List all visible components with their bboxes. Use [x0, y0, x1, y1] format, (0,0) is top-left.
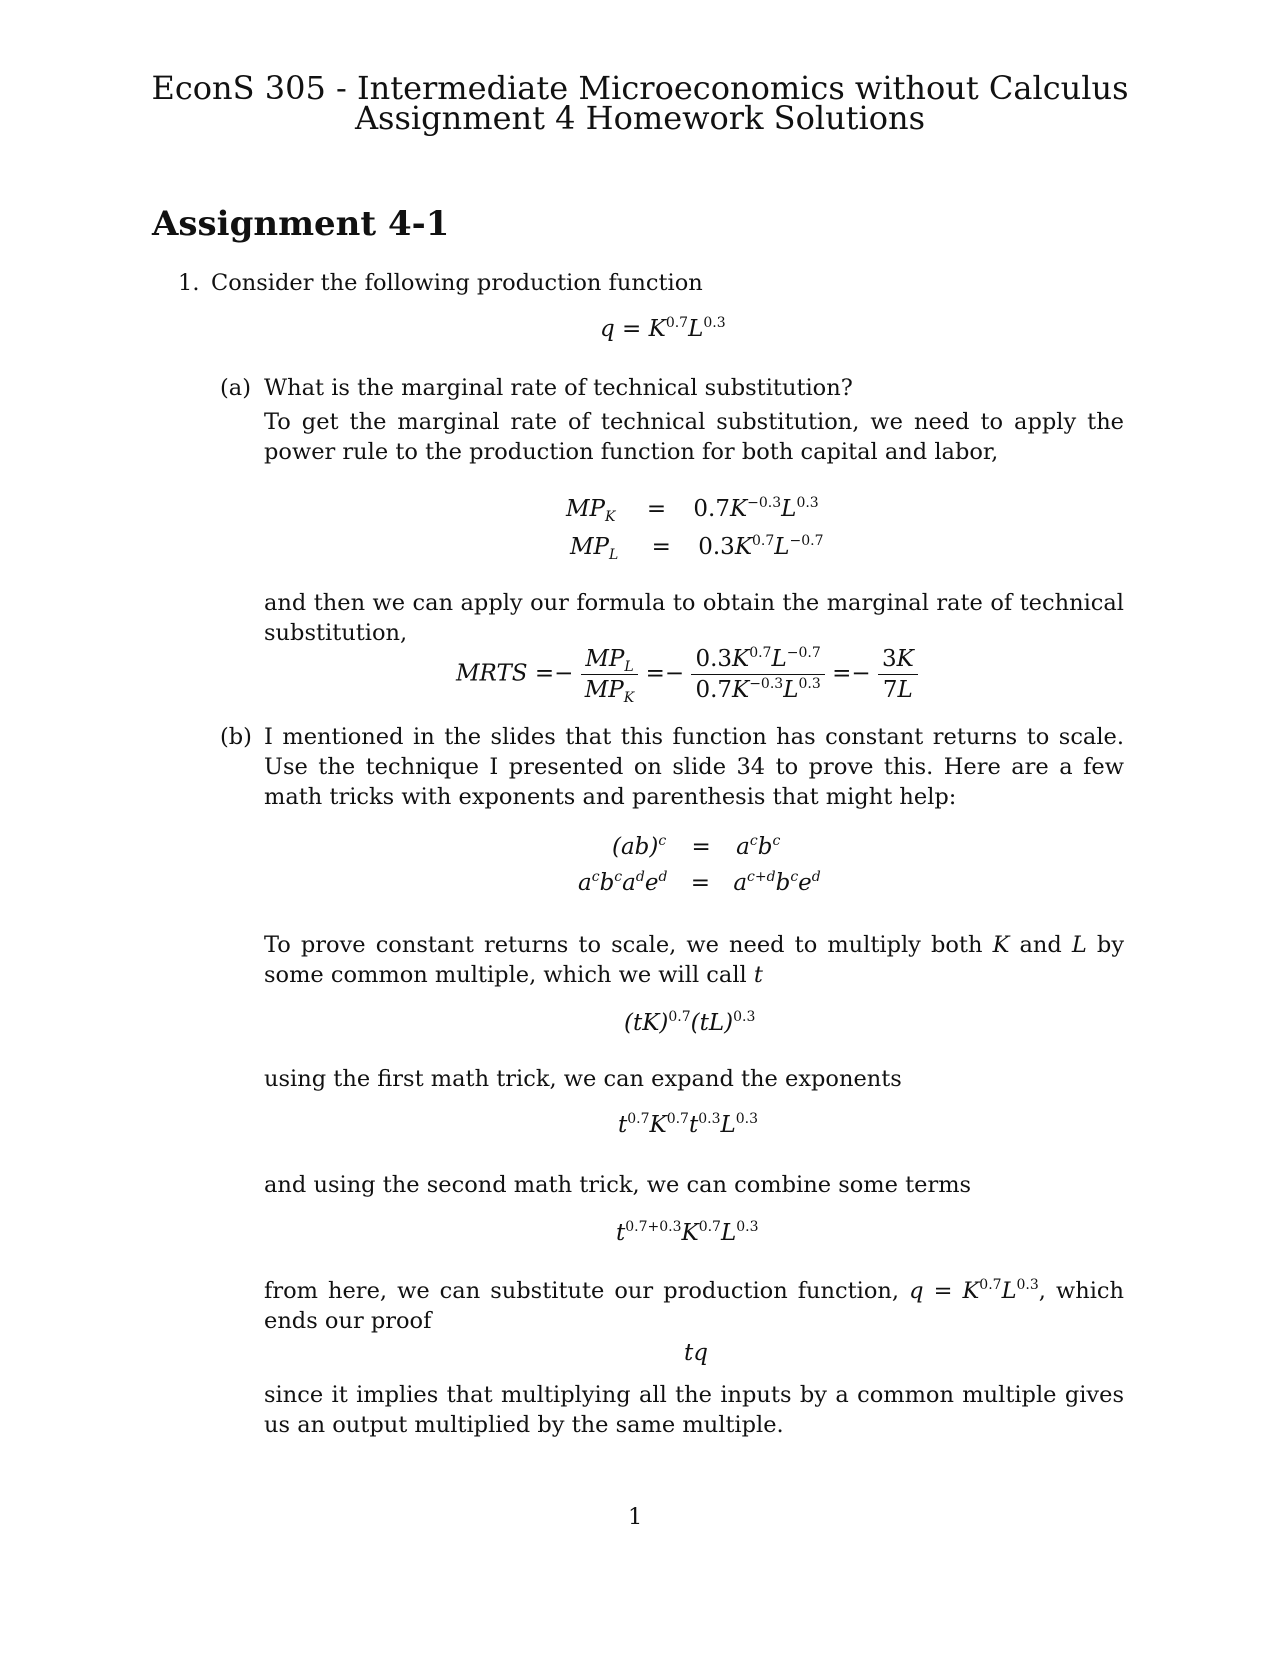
substitution-explanation: from here, we can substitute our production function, $q = K^{0.7}L^{0.3}$, which ends our proof	[264, 1277, 1125, 1334]
mrts-fraction-1: $\frac{MP_L}{MP_K}$	[581, 646, 639, 703]
production-function-equation: $q = K^{0.7}L^{0.3}$	[600, 315, 726, 342]
section-heading: Assignment 4-1	[152, 204, 450, 244]
part-a-label: (a)	[220, 375, 251, 401]
mrts-fraction-3: $\frac{3K}{7L}$	[878, 646, 918, 703]
math-trick-1: $(ab)^c = a^cb^c$	[612, 833, 781, 860]
mrts-equation: MRTS =− $\frac{MP_L}{MP_K}$ =− $\frac{0.3K^{0.7}L^{-0.7}}{0.7K^{-0.3}L^{0.3}}$ =− $\frac{3K}{7L}$	[456, 646, 918, 703]
crs-explanation: To prove constant returns to scale, we need to multiply both K and L by some common multiple, which we will call t	[264, 932, 1125, 988]
expand-explanation: using the first math trick, we can expand the exponents	[264, 1066, 902, 1092]
mpk-equation: $MP_K = 0.7K^{-0.3}L^{0.3}$	[566, 495, 819, 525]
combine-explanation: and using the second math trick, we can combine some terms	[264, 1172, 972, 1198]
mpl-equation: $MP_L = 0.3K^{0.7}L^{-0.7}$	[570, 533, 824, 563]
part-a-question: What is the marginal rate of technical substitution?	[264, 375, 853, 401]
page-number: 1	[628, 1504, 643, 1530]
part-b-label: (b)	[220, 724, 252, 750]
expanded-equation: $t^{0.7}K^{0.7}t^{0.3}L^{0.3}$	[618, 1111, 759, 1138]
scaled-production-equation: (tK)$^{0.7}$(tL)$^{0.3}$	[624, 1009, 756, 1036]
part-b-question: I mentioned in the slides that this function has constant returns to scale. Use the technique I presented on slide 34 to prove this. Here are a few math tricks with exponents and parenthesis that might help:	[264, 724, 1124, 810]
mrts-fraction-2: $\frac{0.3K^{0.7}L^{-0.7}}{0.7K^{-0.3}L^{0.3}}$	[691, 646, 824, 703]
combined-equation: $t^{0.7+0.3}K^{0.7}L^{0.3}$	[616, 1219, 759, 1246]
conclusion-text: since it implies that multiplying all the inputs by a common multiple gives us an output multiplied by the same multiple.	[264, 1382, 1124, 1438]
question-number: 1.	[178, 270, 200, 296]
question-text: Consider the following production function	[211, 270, 703, 296]
result-equation: tq	[684, 1340, 708, 1366]
math-trick-2: $a^cb^ca^de^d = a^{c+d}b^ce^d$	[578, 869, 821, 896]
part-a-answer-mid: and then we can apply our formula to obtain the marginal rate of technical substitution,	[264, 590, 1124, 646]
document-title-line1: EconS 305 - Intermediate Microeconomics without Calculus	[151, 69, 1129, 107]
part-a-answer-intro: To get the marginal rate of technical substitution, we need to apply the power rule to the production function for both capital and labor,	[264, 409, 1124, 465]
document-title-line2: Assignment 4 Homework Solutions	[354, 99, 926, 137]
